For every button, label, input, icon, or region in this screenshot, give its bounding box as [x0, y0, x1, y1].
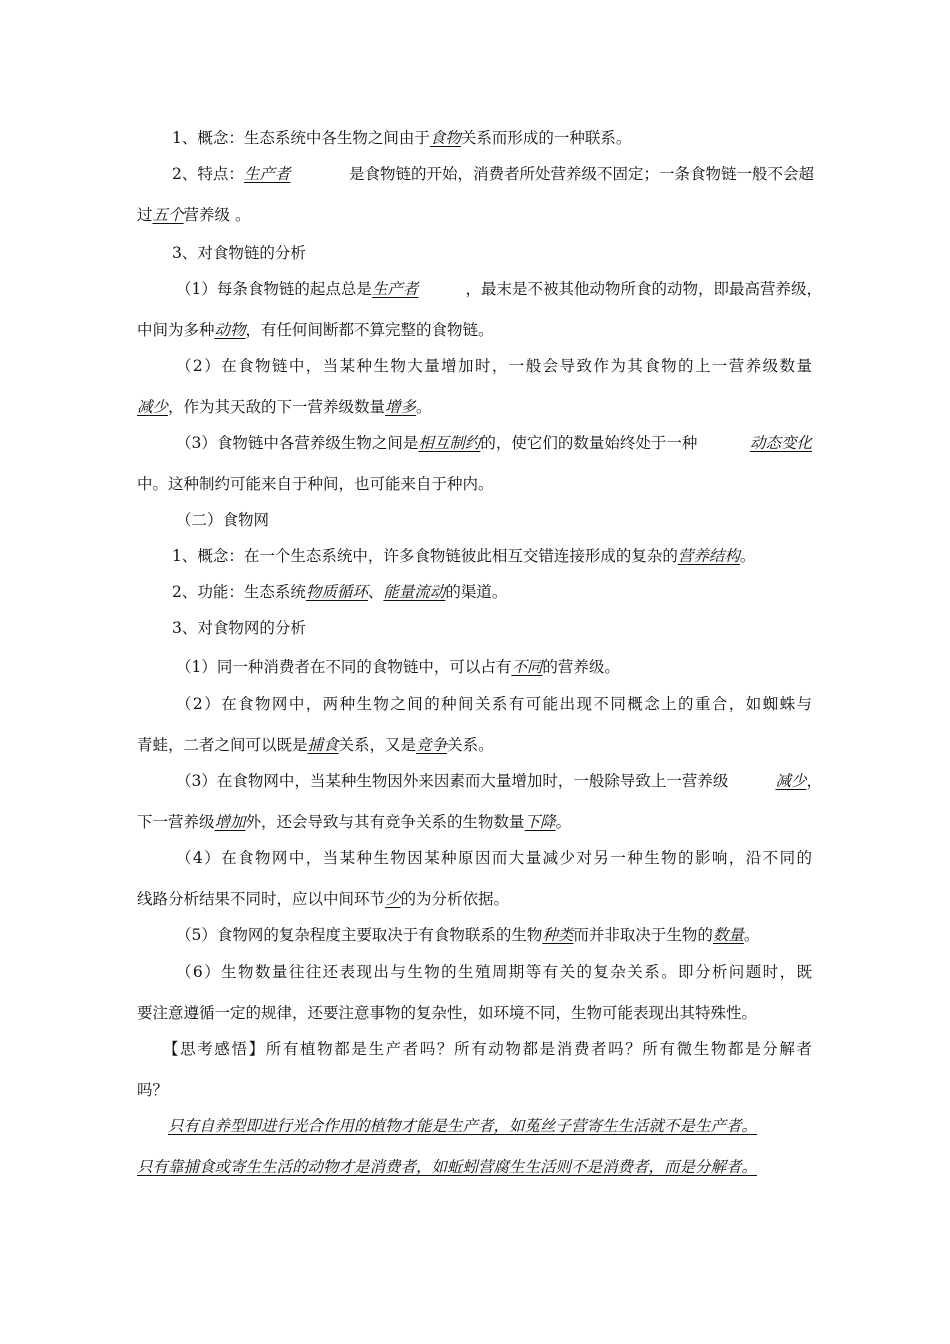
answer-blank: 生产者: [243, 165, 291, 183]
food-web-analysis-5: （5）食物网的复杂程度主要取决于有食物联系的生物种类而并非取决于生物的数量。: [176, 926, 760, 944]
food-web-analysis-4-cont: 线路分析结果不同时，应以中间环节少的为分析依据。: [137, 890, 510, 908]
food-chain-features: 2、特点：生产者 是食物链的开始，消费者所处营养级不固定；一条食物链一般不会超: [172, 165, 814, 183]
answer-blank: 不同: [511, 658, 543, 676]
answer-blank: 相互制约: [418, 434, 481, 452]
food-chain-analysis-1: （1）每条食物链的起点总是生产者 ，最末是不被其他动物所食的动物，即最高营养级，: [176, 280, 822, 298]
reflection-question: 【思考感悟】所有植物都是生产者吗？所有动物都是消费者吗？所有微生物都是分解者: [163, 1040, 812, 1058]
food-web-analysis-4: （4）在食物网中，当某种生物因某种原因而大量减少对另一种生物的影响，沿不同的: [176, 849, 812, 867]
answer-blank: 动物: [214, 321, 246, 339]
answer-blank: 增加: [214, 813, 246, 831]
food-chain-analysis-2-cont: 减少，作为其天敌的下一营养级数量增多。: [137, 398, 432, 416]
answer-blank: 竞争: [416, 736, 448, 754]
food-chain-analysis-3-cont: 中。这种制约可能来自于种间，也可能来自于种内。: [137, 475, 494, 493]
food-chain-analysis-3: （3）食物链中各营养级生物之间是相互制约的，使它们的数量始终处于一种 动态变化: [176, 434, 812, 452]
food-web-concept: 1、概念：在一个生态系统中，许多食物链彼此相互交错连接形成的复杂的营养结构。: [172, 547, 756, 565]
answer-blank: 减少: [137, 398, 169, 416]
food-web-analysis-3-cont: 下一营养级增加外，还会导致与其有竞争关系的生物数量下降。: [137, 813, 572, 831]
answer-blank: 生产者: [371, 280, 419, 298]
answer-blank: 动态变化: [749, 434, 812, 452]
food-web-analysis-heading: 3、对食物网的分析: [172, 619, 306, 637]
food-chain-analysis-heading: 3、对食物链的分析: [172, 244, 306, 262]
reflection-answer-2: 只有靠捕食或寄生生活的动物才是消费者，如蚯蚓营腐生生活则不是消费者，而是分解者。: [137, 1158, 758, 1176]
answer-blank: 食物: [429, 129, 461, 147]
food-chain-features-cont: 过五个营养级 。: [137, 206, 251, 224]
answer-blank: 下降: [524, 813, 556, 831]
reflection-answer-1: 只有自养型即进行光合作用的植物才能是生产者，如菟丝子营寄生生活就不是生产者。: [168, 1117, 758, 1135]
food-web-analysis-3: （3）在食物网中，当某种生物因外来因素而大量增加时，一般除导致上一营养级 减少，: [176, 772, 822, 790]
reflection-question-cont: 吗？: [137, 1081, 169, 1099]
answer-blank: 增多: [385, 398, 417, 416]
food-web-analysis-6: （6）生物数量往往还表现出与生物的生殖周期等有关的复杂关系。即分析问题时，既: [176, 963, 812, 981]
food-chain-concept: 1、概念：生态系统中各生物之间由于食物关系而形成的一种联系。: [172, 129, 632, 147]
food-chain-analysis-1-cont: 中间为多种动物，有任何间断都不算完整的食物链。: [137, 321, 494, 339]
answer-blank: 五个: [152, 206, 184, 224]
answer-blank: 捕食: [307, 736, 339, 754]
answer-blank: 数量: [712, 926, 744, 944]
food-web-heading: （二）食物网: [176, 511, 270, 529]
answer-blank: 营养结构: [677, 547, 740, 565]
food-web-analysis-1: （1）同一种消费者在不同的食物链中，可以占有不同的营养级。: [176, 658, 620, 676]
answer-blank: 减少: [775, 772, 807, 790]
food-web-analysis-6-cont: 要注意遵循一定的规律，还要注意事物的复杂性，如环境不同，生物可能表现出其特殊性。: [137, 1004, 758, 1022]
food-web-function: 2、功能：生态系统物质循环、能量流动的渠道。: [172, 583, 508, 601]
answer-blank: 种类: [542, 926, 574, 944]
food-web-analysis-2: （2）在食物网中，两种生物之间的种间关系有可能出现不同概念上的重合，如蜘蛛与: [176, 695, 812, 713]
food-web-analysis-2-cont: 青蛙，二者之间可以既是捕食关系，又是竞争关系。: [137, 736, 494, 754]
answer-blank: 能量流动: [383, 583, 446, 601]
answer-blank: 物质循环: [305, 583, 368, 601]
answer-blank: 少: [385, 890, 401, 908]
food-chain-analysis-2: （2）在食物链中，当某种生物大量增加时，一般会导致作为其食物的上一营养级数量: [176, 357, 812, 375]
